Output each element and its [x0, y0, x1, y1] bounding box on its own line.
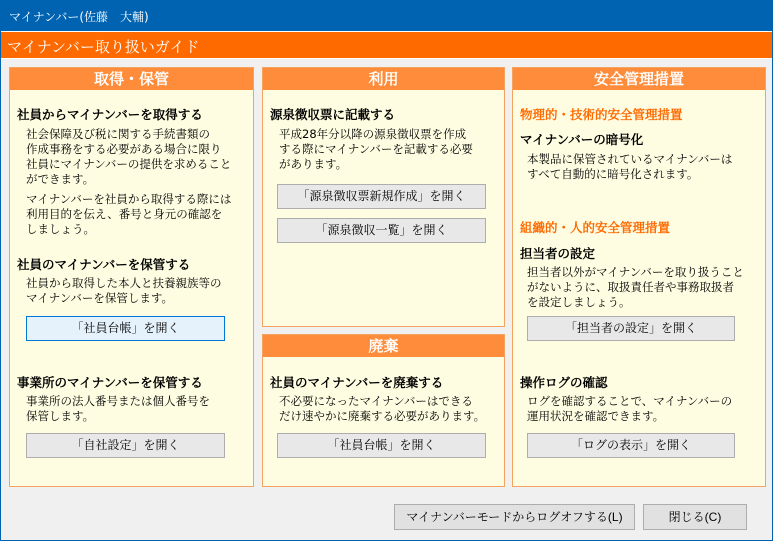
- panel-use-header: 利用: [263, 68, 504, 90]
- operation-log-section-desc: ログを確認することで、マイナンバーの 運用状況を確認できます。: [527, 394, 733, 423]
- physical-technical-category: 物理的・技術的安全管理措置: [520, 107, 683, 122]
- staff-settings-section-desc: 担当者以外がマイナンバーを取り扱うこと がないように、取扱責任者や事務取扱者 を設定しましょう。: [527, 265, 744, 309]
- open-withholding-list-button[interactable]: 「源泉徴収一覧」を開く: [277, 218, 486, 243]
- panel-dispose: [262, 334, 505, 487]
- store-office-section-desc: 事業所の法人番号または個人番号を 保管します。: [26, 394, 210, 423]
- staff-settings-section-title: 担当者の設定: [520, 246, 596, 261]
- window-title: マイナンバー(佐藤 大輔): [9, 10, 149, 24]
- guide-banner: [1, 31, 772, 59]
- store-employee-section-title: 社員のマイナンバーを保管する: [17, 257, 191, 272]
- panel-acquire-header: 取得・保管: [10, 68, 253, 90]
- panel-acquire-store: [9, 67, 254, 487]
- logoff-mynumber-mode-button[interactable]: マイナンバーモードからログオフする(L): [394, 504, 635, 530]
- operation-log-section-title: 操作ログの確認: [520, 375, 608, 390]
- withholding-section-desc: 平成28年分以降の源泉徴収票を作成 する際にマイナンバーを記載する必要 があります。: [279, 127, 473, 171]
- store-employee-section-desc: 社員から取得した本人と扶養親族等の マイナンバーを保管します。: [26, 276, 222, 305]
- open-company-settings-button[interactable]: 「自社設定」を開く: [26, 433, 225, 458]
- encryption-section-title: マイナンバーの暗号化: [520, 132, 644, 147]
- open-employee-ledger-button[interactable]: 「社員台帳」を開く: [26, 316, 225, 341]
- open-log-display-button[interactable]: 「ログの表示」を開く: [527, 433, 735, 458]
- guide-title: マイナンバー取り扱いガイド: [7, 38, 200, 56]
- panel-use: [262, 67, 505, 327]
- dispose-section-title: 社員のマイナンバーを廃棄する: [270, 375, 444, 390]
- open-employee-ledger-dispose-button[interactable]: 「社員台帳」を開く: [277, 433, 486, 458]
- acquire-section-title: 社員からマイナンバーを取得する: [17, 107, 203, 122]
- panel-safety: [512, 67, 766, 487]
- close-button[interactable]: 閉じる(C): [643, 504, 747, 530]
- title-bar[interactable]: [1, 1, 772, 31]
- open-staff-settings-button[interactable]: 「担当者の設定」を開く: [527, 316, 735, 341]
- acquire-section-desc-2: マイナンバーを社員から取得する際には 利用目的を伝え、番号と身元の確認を しましょう。: [26, 192, 232, 236]
- encryption-section-desc: 本製品に保管されているマイナンバーは すべて自動的に暗号化されます。: [527, 152, 733, 181]
- open-new-withholding-slip-button[interactable]: 「源泉徴収票新規作成」を開く: [277, 184, 486, 209]
- store-office-section-title: 事業所のマイナンバーを保管する: [17, 375, 203, 390]
- acquire-section-desc: 社会保障及び税に関する手続書類の 作成事務をする必要がある場合に限り 社員にマイナンバーの提供を求めること ができます。: [26, 127, 232, 186]
- dispose-section-desc: 不必要になったマイナンバーはできる だけ速やかに廃棄する必要があります。: [279, 394, 486, 423]
- withholding-section-title: 源泉徴収票に記載する: [270, 107, 396, 122]
- panel-dispose-header: 廃棄: [263, 335, 504, 357]
- panel-safety-header: 安全管理措置: [513, 68, 765, 90]
- organizational-human-category: 組織的・人的安全管理措置: [520, 220, 671, 235]
